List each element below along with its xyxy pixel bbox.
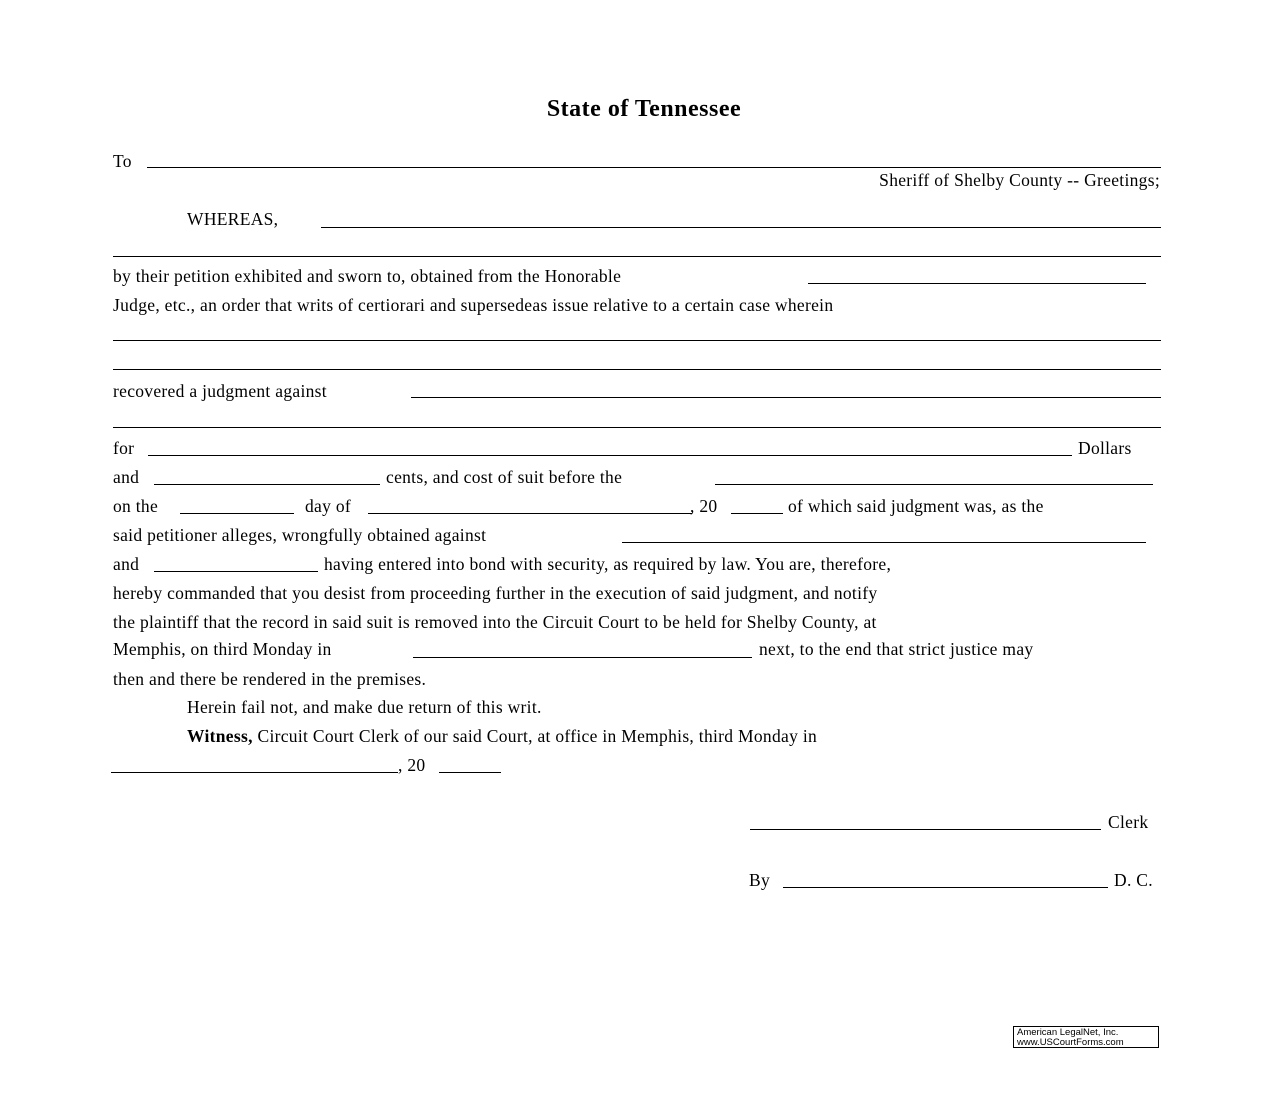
by-label: By	[749, 870, 771, 890]
witness-date-blank[interactable]	[111, 772, 398, 773]
dollars-label: Dollars	[1078, 438, 1132, 458]
to-blank[interactable]	[147, 167, 1161, 168]
memphis-text: Memphis, on third Monday in	[113, 639, 332, 659]
judge-text: Judge, etc., an order that writs of certiorari and supersedeas issue relative to a certain case wherein	[113, 295, 834, 315]
publisher-footer	[1013, 1026, 1159, 1048]
plaintiff-text: the plaintiff that the record in said suit is removed into the Circuit Court to be held for Shelby County, at	[113, 612, 877, 632]
witness-label: Witness,	[187, 726, 253, 746]
month-blank[interactable]	[368, 513, 692, 514]
whereas-blank[interactable]	[321, 227, 1161, 228]
case-blank-1[interactable]	[113, 340, 1161, 341]
year-prefix: , 20	[690, 496, 718, 516]
case-blank-2[interactable]	[113, 369, 1161, 370]
clerk-label: Clerk	[1108, 812, 1149, 832]
day-blank[interactable]	[180, 513, 294, 514]
bond-party-blank[interactable]	[154, 571, 318, 572]
witness-text: Circuit Court Clerk of our said Court, at office in Memphis, third Monday in	[257, 726, 818, 746]
judgment-against-blank[interactable]	[411, 397, 1161, 398]
deputy-clerk-blank[interactable]	[783, 887, 1108, 888]
alleges-text: said petitioner alleges, wrongfully obtained against	[113, 525, 487, 545]
bond-text: having entered into bond with security, as required by law. You are, therefore,	[324, 554, 892, 574]
court-before-blank[interactable]	[715, 484, 1153, 485]
cents-blank[interactable]	[154, 484, 380, 485]
whereas-continuation-blank[interactable]	[113, 256, 1161, 257]
day-of-label: day of	[305, 496, 352, 516]
witness-year-prefix: , 20	[398, 755, 426, 775]
herein-text: Herein fail not, and make due return of this writ.	[187, 697, 542, 717]
greeting-text: Sheriff of Shelby County -- Greetings;	[879, 170, 1160, 190]
month-next-blank[interactable]	[413, 657, 752, 658]
on-the-label: on the	[113, 496, 159, 516]
for-label: for	[113, 438, 135, 458]
next-text: next, to the end that strict justice may	[759, 639, 1034, 659]
obtained-against-blank[interactable]	[622, 542, 1146, 543]
footer-website: www.USCourtForms.com	[1017, 1037, 1124, 1048]
to-label: To	[113, 151, 132, 171]
page-title: State of Tennessee	[546, 96, 742, 122]
commanded-text: hereby commanded that you desist from proceeding further in the execution of said judgment, and notify	[113, 583, 878, 603]
dc-label: D. C.	[1114, 870, 1153, 890]
clerk-signature-blank[interactable]	[750, 829, 1101, 830]
whereas-label: WHEREAS,	[187, 209, 279, 229]
judgment-text: of which said judgment was, as the	[788, 496, 1044, 516]
cents-text: cents, and cost of suit before the	[386, 467, 623, 487]
and-label: and	[113, 467, 140, 487]
recovered-label: recovered a judgment against	[113, 381, 327, 401]
petition-text: by their petition exhibited and sworn to, obtained from the Honorable	[113, 266, 622, 286]
witness-year-blank[interactable]	[439, 772, 501, 773]
dollars-blank[interactable]	[148, 455, 1072, 456]
honorable-blank[interactable]	[808, 283, 1146, 284]
footer-publisher: American LegalNet, Inc.	[1017, 1027, 1119, 1038]
and2-label: and	[113, 554, 140, 574]
witness-line	[187, 725, 817, 747]
judgment-against-blank-2[interactable]	[113, 427, 1161, 428]
rendered-text: then and there be rendered in the premises.	[113, 669, 427, 689]
year-blank[interactable]	[731, 513, 783, 514]
